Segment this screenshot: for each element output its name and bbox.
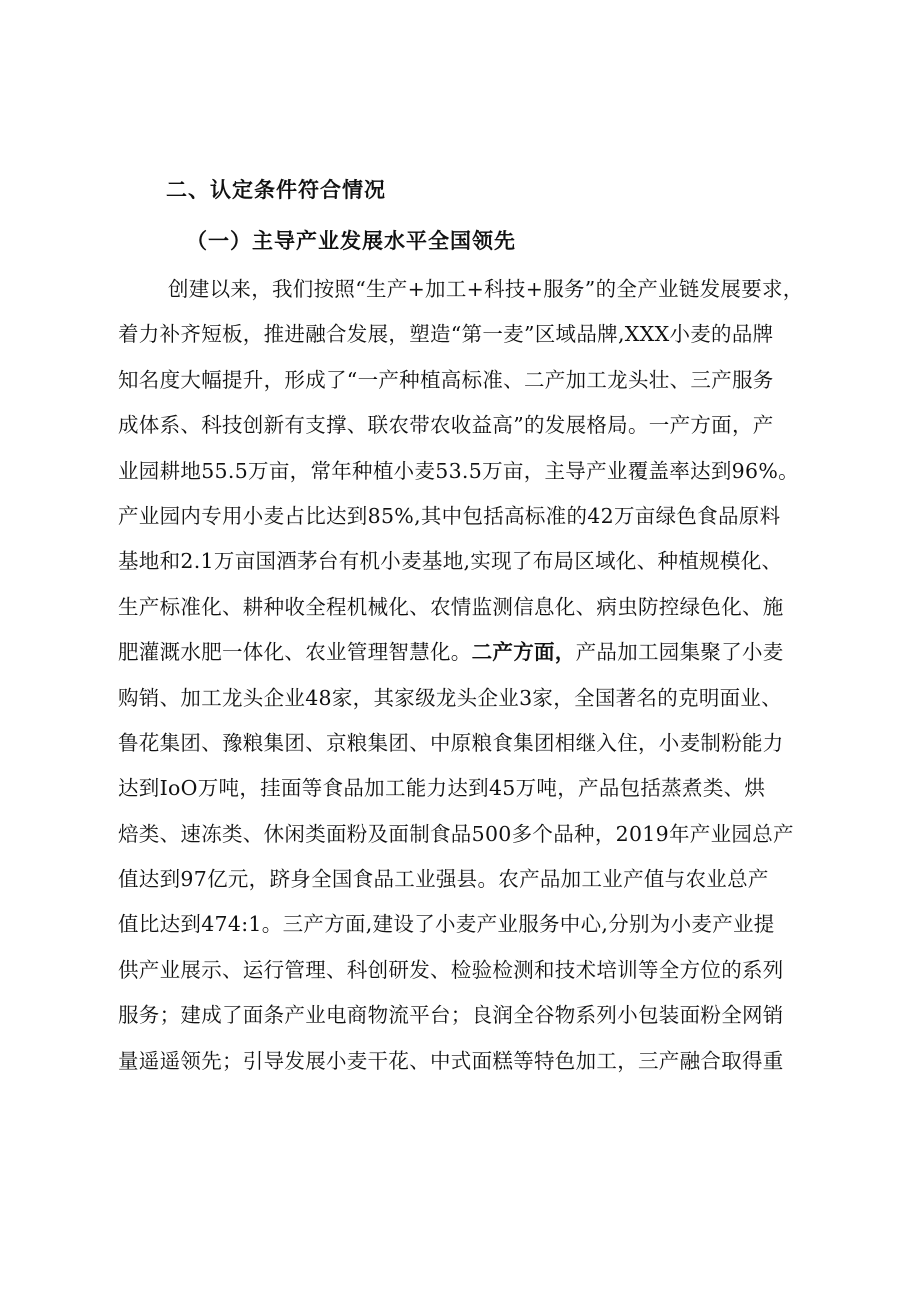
paragraph-line: 基地和2.1万亩国酒茅台有机小麦基地,实现了布局区域化、种植规模化、 — [118, 549, 783, 574]
paragraph-line: 达到IoO万吨，挂面等食品加工能力达到45万吨，产品包括蒸煮类、烘 — [118, 776, 766, 801]
paragraph-line: 鲁花集团、豫粮集团、京粮集团、中原粮食集团相继入住，小麦制粉能力 — [118, 730, 784, 755]
paragraph-line: 购销、加工龙头企业48家，其家级龙头企业3家，全国著名的克明面业、 — [118, 685, 783, 710]
line-text: 肥灌溉水肥一体化、农业管理智慧化。 — [118, 640, 472, 665]
paragraph-line: 服务；建成了面条产业电商物流平台；良润全谷物系列小包装面粉全网销 — [118, 1003, 784, 1028]
bold-emphasis: 二产方面， — [471, 640, 576, 665]
paragraph-line: 创建以来，我们按照“生产+加工+科技+服务”的全产业链发展要求， — [168, 277, 804, 301]
body-paragraph — [118, 270, 818, 1087]
paragraph-line: 供产业展示、运行管理、科创研发、检验检测和技术培训等全方位的系列 — [118, 957, 784, 982]
paragraph-line: 量遥遥领先；引导发展小麦干花、中式面糕等特色加工，三产融合取得重 — [118, 1048, 784, 1073]
line-text: 产品加工园集聚了小麦 — [575, 640, 784, 665]
paragraph-line: 值比达到474:1。三产方面,建设了小麦产业服务中心,分别为小麦产业提 — [118, 912, 775, 937]
paragraph-line: 焙类、速冻类、休闲类面粉及面制食品500多个品种，2019年产业园总产 — [118, 821, 794, 846]
subsection-heading: （一）主导产业发展水平全国领先 — [186, 228, 516, 253]
paragraph-line: 生产标准化、耕种收全程机械化、农情监测信息化、病虫防控绿色化、施 — [118, 594, 784, 619]
paragraph-line: 产业园内专用小麦占比达到85%,其中包括高标准的42万亩绿色食品原料 — [118, 503, 781, 528]
section-heading: 二、认定条件符合情况 — [166, 177, 386, 202]
paragraph-line: 业园耕地55.5万亩，常年种植小麦53.5万亩，主导产业覆盖率达到96%。 — [118, 458, 799, 483]
paragraph-line-mixed — [118, 633, 818, 678]
paragraph-line: 着力补齐短板，推进融合发展，塑造“第一麦”区域品牌,XXX小麦的品牌 — [118, 322, 774, 347]
paragraph-line: 值达到97亿元，跻身全国食品工业强县。农产品加工业产值与农业总产 — [118, 867, 769, 892]
paragraph-line: 知名度大幅提升，形成了“一产种植高标准、二产加工龙头壮、三产服务 — [118, 367, 774, 392]
paragraph-line: 成体系、科技创新有支撑、联农带农收益高”的发展格局。一产方面，产 — [118, 413, 774, 438]
